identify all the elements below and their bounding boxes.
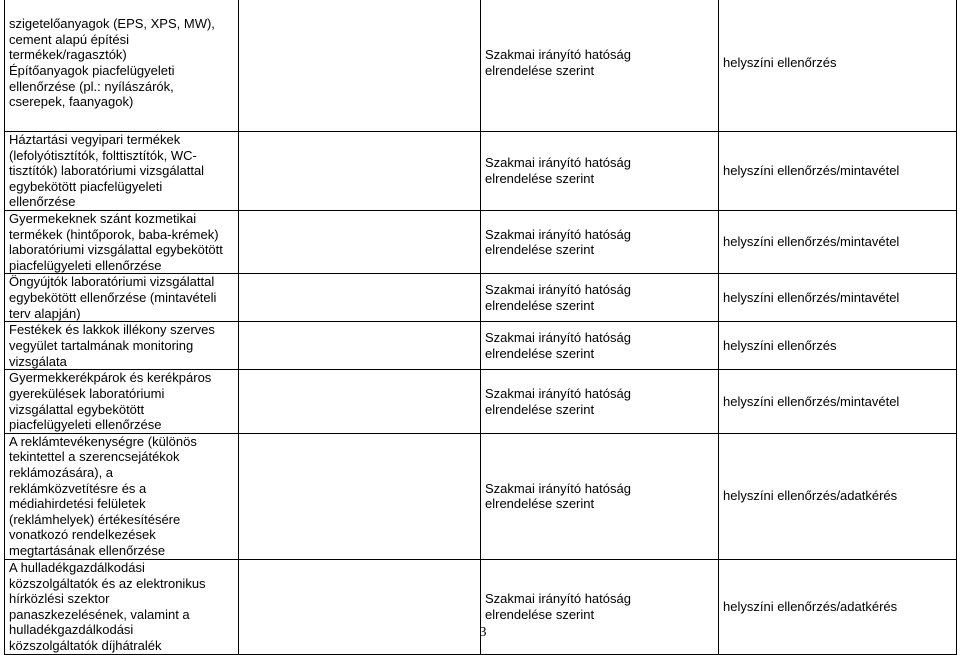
table-row [5,370,957,433]
basis-cell: Szakmai irányító hatóság elrendelése szerint [481,132,719,211]
activity-cell: Öngyújtók laboratóriumi vizsgálattal egybekötött ellenőrzése (mintavételi terv alapján) [5,274,239,322]
activity-cell: Háztartási vegyipari termékek (lefolyótisztítók, folttisztítók, WC- tisztítók) laboratóriumi vizsgálattal egybekötött piacfelügyeleti ellenőrzése [5,132,239,211]
inspection-plan-table [4,0,957,655]
empty-cell [239,211,481,274]
page-number: 3 [479,625,487,640]
method-cell: helyszíni ellenőrzés/mintavétel [719,132,957,211]
basis-cell: Szakmai irányító hatóság elrendelése szerint [481,0,719,132]
activity-cell: szigetelőanyagok (EPS, XPS, MW), cement alapú építési termékek/ragasztók) Építőanyagok piacfelügyeleti ellenőrzése (pl.: nyílászárók, cserepek, faanyagok) [5,0,239,132]
table-row [5,132,957,211]
table-row [5,211,957,274]
activity-cell: A hulladékgazdálkodási közszolgáltatók és az elektronikus hírközlési szektor panaszkezelésének, valamint a hulladékgazdálkodási közszolgáltatók díjhátralék [5,559,239,654]
empty-cell [239,0,481,132]
method-cell: helyszíni ellenőrzés [719,0,957,132]
empty-cell [239,370,481,433]
activity-cell: Gyermekkerékpárok és kerékpáros gyerekülések laboratóriumi vizsgálattal egybekötött piacfelügyeleti ellenőrzése [5,370,239,433]
activity-cell: Gyermekeknek szánt kozmetikai termékek (hintőporok, baba-krémek) laboratóriumi vizsgálattal egybekötött piacfelügyeleti ellenőrzése [5,211,239,274]
method-cell: helyszíni ellenőrzés [719,322,957,370]
table-row [5,559,957,654]
activity-cell: A reklámtevékenységre (különös tekintettel a szerencsejátékok reklámozására), a reklámközvetítésre és a médiahirdetési felületek (reklámhelyek) értékesítésére vonatkozó rendelkezések megtartásának ellenőrzése [5,433,239,559]
basis-cell: Szakmai irányító hatóság elrendelése szerint [481,322,719,370]
method-cell: helyszíni ellenőrzés/mintavétel [719,370,957,433]
empty-cell [239,433,481,559]
table-row [5,274,957,322]
table-row [5,433,957,559]
method-cell: helyszíni ellenőrzés/adatkérés [719,433,957,559]
table-row [5,322,957,370]
basis-cell: Szakmai irányító hatóság elrendelése szerint [481,433,719,559]
activity-cell: Festékek és lakkok illékony szerves vegyület tartalmának monitoring vizsgálata [5,322,239,370]
empty-cell [239,559,481,654]
basis-cell: Szakmai irányító hatóság elrendelése szerint [481,370,719,433]
empty-cell [239,132,481,211]
empty-cell [239,322,481,370]
basis-cell: Szakmai irányító hatóság elrendelése szerint [481,211,719,274]
empty-cell [239,274,481,322]
table-row [5,0,957,132]
basis-cell: Szakmai irányító hatóság elrendelése szerint [481,274,719,322]
method-cell: helyszíni ellenőrzés/adatkérés [719,559,957,654]
basis-cell: Szakmai irányító hatóság elrendelése szerint [481,559,719,654]
method-cell: helyszíni ellenőrzés/mintavétel [719,274,957,322]
method-cell: helyszíni ellenőrzés/mintavétel [719,211,957,274]
